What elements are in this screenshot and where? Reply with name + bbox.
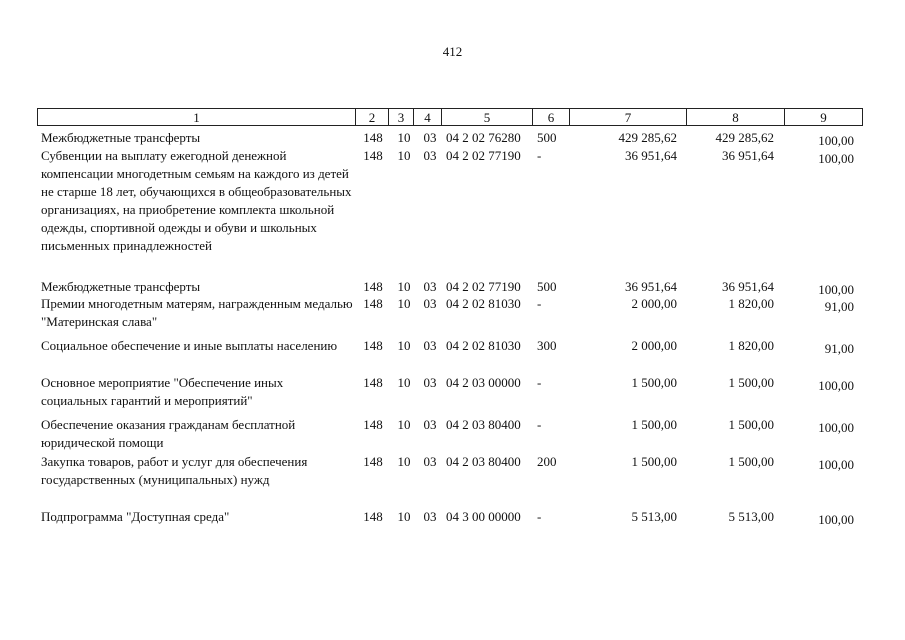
- table-row: [37, 147, 863, 273]
- row-col-2: 148: [363, 130, 383, 145]
- row-name: Закупка товаров, работ и услуг для обеспечения государственных (муниципальных) нужд: [41, 454, 308, 487]
- header-col-2: 2: [356, 109, 389, 125]
- row-col-8: 1 820,00: [728, 338, 774, 353]
- row-name: Субвенции на выплату ежегодной денежной компенсации многодетным семьям на каждого из детей не старше 18 лет, обучающихся в общеобразовательных организациях, на приобретение комплекта школьной одежды, спортивной одежды и обуви и школьных письменных принадлежностей: [41, 148, 352, 253]
- row-col-4: 03: [423, 148, 437, 163]
- row-col-6: -: [537, 296, 542, 311]
- row-name: Основное мероприятие "Обеспечение иных социальных гарантий и мероприятий": [41, 375, 284, 408]
- row-col-7: 2 000,00: [631, 296, 677, 311]
- row-col-5: 04 2 02 81030: [446, 338, 521, 353]
- header-col-7: 7: [570, 109, 687, 125]
- row-col-3: 10: [397, 509, 411, 524]
- table-header: [37, 108, 863, 126]
- row-col-4: 03: [423, 417, 437, 432]
- row-col-3: 10: [397, 417, 411, 432]
- row-col-5: 04 2 02 77190: [446, 279, 521, 294]
- row-name: Межбюджетные трансферты: [41, 130, 201, 145]
- row-name: Обеспечение оказания гражданам бесплатной юридической помощи: [41, 417, 296, 450]
- row-col-5: 04 2 03 80400: [446, 454, 521, 469]
- row-col-4: 03: [423, 279, 437, 294]
- header-col-5: 5: [442, 109, 533, 125]
- row-col-9: 91,00: [824, 299, 854, 314]
- row-col-2: 148: [363, 509, 383, 524]
- row-col-8: 36 951,64: [722, 148, 774, 163]
- row-col-4: 03: [423, 454, 437, 469]
- table-row: [37, 295, 863, 331]
- table-row: [37, 337, 863, 373]
- row-col-4: 03: [423, 296, 437, 311]
- header-col-9: 9: [820, 110, 827, 125]
- row-col-7: 5 513,00: [631, 509, 677, 524]
- row-col-8: 1 500,00: [728, 454, 774, 469]
- row-col-8: 1 820,00: [728, 296, 774, 311]
- header-col-4: 4: [414, 109, 442, 125]
- row-col-3: 10: [397, 148, 411, 163]
- row-col-2: 148: [363, 148, 383, 163]
- row-name: Межбюджетные трансферты: [41, 279, 201, 294]
- row-col-6: -: [537, 509, 542, 524]
- row-col-6: 500: [537, 130, 557, 145]
- header-col-3: 3: [389, 109, 414, 125]
- row-col-9: 100,00: [818, 378, 854, 393]
- row-col-9: 100,00: [818, 133, 854, 148]
- table-row: [37, 508, 863, 526]
- row-col-8: 429 285,62: [715, 130, 774, 145]
- table-row: [37, 453, 863, 489]
- header-col-1: 1: [38, 109, 356, 125]
- row-col-8: 5 513,00: [728, 509, 774, 524]
- row-col-2: 148: [363, 375, 383, 390]
- row-col-5: 04 2 03 80400: [446, 417, 521, 432]
- table-row: [37, 374, 863, 410]
- table-row: [37, 129, 863, 147]
- row-col-5: 04 3 00 00000: [446, 509, 521, 524]
- table-row: [37, 416, 863, 452]
- table-row: [37, 278, 863, 296]
- row-col-6: -: [537, 417, 542, 432]
- row-col-2: 148: [363, 454, 383, 469]
- row-col-4: 03: [423, 130, 437, 145]
- row-name: Социальное обеспечение и иные выплаты населению: [41, 338, 338, 353]
- row-col-2: 148: [363, 338, 383, 353]
- row-col-6: 300: [537, 338, 557, 353]
- row-col-6: 500: [537, 279, 557, 294]
- row-col-7: 36 951,64: [625, 279, 677, 294]
- row-col-9: 100,00: [818, 282, 854, 297]
- row-col-2: 148: [363, 296, 383, 311]
- row-col-4: 03: [423, 338, 437, 353]
- row-col-6: -: [537, 375, 542, 390]
- header-col-6: 6: [533, 109, 570, 125]
- row-col-9: 100,00: [818, 512, 854, 527]
- row-col-6: 200: [537, 454, 557, 469]
- row-col-4: 03: [423, 375, 437, 390]
- row-col-2: 148: [363, 417, 383, 432]
- row-col-4: 03: [423, 509, 437, 524]
- row-col-7: 1 500,00: [631, 375, 677, 390]
- row-col-3: 10: [397, 130, 411, 145]
- row-col-7: 429 285,62: [618, 130, 677, 145]
- row-col-3: 10: [397, 454, 411, 469]
- row-col-5: 04 2 02 81030: [446, 296, 521, 311]
- row-col-9: 100,00: [818, 151, 854, 166]
- row-name: Премии многодетным матерям, награжденным медалью "Материнская слава": [41, 296, 353, 329]
- row-col-8: 1 500,00: [728, 375, 774, 390]
- row-col-7: 2 000,00: [631, 338, 677, 353]
- row-col-6: -: [537, 148, 542, 163]
- row-col-3: 10: [397, 296, 411, 311]
- row-col-2: 148: [363, 279, 383, 294]
- page-number: 412: [442, 44, 463, 59]
- row-col-7: 1 500,00: [631, 417, 677, 432]
- row-col-5: 04 2 03 00000: [446, 375, 521, 390]
- row-col-9: 91,00: [824, 341, 854, 356]
- row-col-8: 36 951,64: [722, 279, 774, 294]
- row-col-7: 36 951,64: [625, 148, 677, 163]
- row-col-9: 100,00: [818, 420, 854, 435]
- row-col-5: 04 2 02 76280: [446, 130, 521, 145]
- row-col-3: 10: [397, 338, 411, 353]
- row-col-7: 1 500,00: [631, 454, 677, 469]
- row-col-3: 10: [397, 375, 411, 390]
- row-col-3: 10: [397, 279, 411, 294]
- row-col-8: 1 500,00: [728, 417, 774, 432]
- row-col-9: 100,00: [818, 457, 854, 472]
- row-name: Подпрограмма "Доступная среда": [41, 509, 230, 524]
- row-col-5: 04 2 02 77190: [446, 148, 521, 163]
- header-col-8: 8: [687, 109, 785, 125]
